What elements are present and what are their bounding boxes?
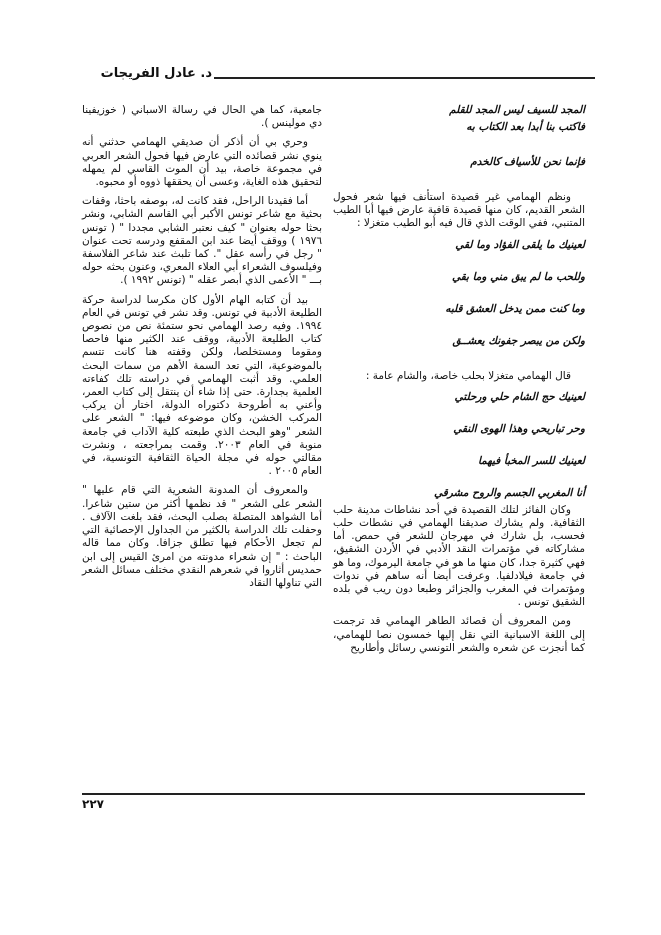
poem-line: فاكتب بنا أبدا بعد الكتاب به	[466, 121, 585, 133]
poem-line: لعينيك للسر المخبأ فيهما	[477, 454, 585, 467]
poem-line: وحر تباريحي وهذا الهوى النقي	[453, 422, 585, 435]
running-header-author: د. عادل الفريجات	[100, 66, 212, 81]
page-number: ٢٢٧	[82, 797, 104, 811]
poem-line: لعينيك حج الشام حلي ورحلتي	[454, 390, 585, 403]
footer-rule	[82, 793, 585, 795]
paragraph: وحري بي أن أذكر أن صديقي الهمامي حدثني أنه ينوي نشر قصائده التي عارض فيها فحول الشعر العربي في مجموعة خاصة، بيد أن الموت القاسي لم يمهله لتحقيق هذه الغاية، وعسى أن يحققها ذووه أو محبوه.	[82, 136, 322, 189]
paragraph: وكان الفائز لتلك القصيدة في أحد نشاطات مدينة حلب الثقافية. ولم يشارك صديقنا الهمامي في نشطات حلب فحسب، بل شارك في مهرجان للشعر في حمص. أما مشاركاته في مؤتمرات النقد الأدبي في الأردن الشقيق، فهي كثيرة جدا، كان منها ما هو في جامعة اليرموك، وما هو في جامعة فيلادلفيا. وعرفت أيضا أنه ساهم في ندوات ومؤتمرات في المغرب والجزائر وطبعا دون ريب في بلده الشقيق تونس .	[333, 503, 585, 609]
paragraph: قال الهمامي متغزلا بحلب خاصة، والشام عامة :	[365, 369, 571, 382]
paragraph: أما فقيدنا الراحل، فقد كانت له، بوصفه باحثا، وقفات بحثية مع شاعر تونس الأكبر أبي القاسم الشابي، ونشر بحثا حوله بعنوان " كيف نعتبر الشابي مجددا " ( تونس ١٩٧٦ ) ووقف أيضا عند ابن المقفع ودرسه تحت عنوان " رجل في رأسه عقل ". كما تلبث عند شاعر الفلاسفة وفيلسوف الشعراء أبي العلاء المعري، وعنون بحثه حوله بـــ " الأعمى الذي أبصر عقله " (تونس ١٩٩٢ ).	[82, 195, 322, 287]
poem-line: أنا المغربي الجسم والروح مشرقي	[433, 486, 585, 499]
poem-line: وما كنت ممن يدخل العشق قلبه	[445, 302, 585, 315]
paragraph: ونظم الهمامي غير قصيدة استأنف فيها شعر فحول الشعر القديم، كان منها قصيدة قافية عارض فيها أبا الطيب المتنبي، ففي الوقت الذي قال فيه أبو الطيب متغزلا :	[333, 191, 585, 230]
poem-line: ولكن من يبصر جفونك يعشــق	[452, 334, 585, 347]
poem-line: لعينيك ما يلقى الفؤاد وما لقي	[455, 238, 585, 251]
poem-excerpt	[333, 104, 585, 169]
paragraph: ومن المعروف أن قصائد الطاهر الهمامي قد ترجمت إلى اللغة الاسبانية التي نقل إليها خمسون نصا للهمامي، كما أنجزت عن شعره والشعر التونسي رسائل وأطاريح	[333, 615, 585, 654]
poem-line: فإنما نحن للأسياف كالخدم	[470, 156, 585, 168]
poem-line: وللحب ما لم يبق مني وما بقي	[451, 270, 585, 283]
poem-excerpt	[333, 239, 585, 348]
paragraph: جامعية، كما هي الحال في رسالة الاسباني ( خوزيفينا دي مولينس ).	[82, 104, 322, 130]
left-column	[82, 104, 322, 596]
paragraph: بيد أن كتابه الهام الأول كان مكرسا لدراسة حركة الطليعة الأدبية في تونس. وقد نشر في تونس في العام ١٩٩٤. وفيه رصد الهمامي نحو ستمئة نص من نصوص كتاب الطليعة الأدبية، ووقف عند الكثير منها فاحصا ومقوما ومستخلصا، ولكن وقفته هنا كانت تتسم بالموضوعية، التي تعد السمة الأهم من سمات البحث العلمي. وقد أثبت الهمامي في دراسته تلك كفاءته العلمية بجدارة. حتى إذا شاء أن ينتقل إلى كتاب العمر، وأعني به أطروحة دكتوراه الدولة، اختار أن يركب المركب الخشن، وكان موضوعه فيها: " الشعر على الشعر "وهو البحث الذي طبعته كلية الآداب في جامعة منوبة في العام ٢٠٠٣. وقمت بمراجعته ، ونشرت مقالتي حوله في مجلة الحياة الثقافية التونسية، في العام ٢٠٠٥ .	[82, 293, 322, 478]
poem-line: المجد للسيف ليس المجد للقلم	[449, 104, 585, 116]
header-rule	[214, 77, 595, 79]
right-column	[333, 104, 585, 661]
poem-excerpt	[333, 391, 585, 500]
paragraph: والمعروف أن المدونة الشعرية التي قام عليها " الشعر على الشعر " قد نظمها أكثر من ستين شاعرا. أما الشواهد المتصلة بصلب البحث، فقد بلغت الآلاف . وحفلت تلك الدراسة بالكثير من الجداول الإحصائية التي لم تجعل الأحكام فيها تطلق جزافا. وكان مما قاله الباحث : " إن شعراء مدونته من امرئ القيس إلى ابن حمديس أثاروا في شعرهم النقدي مختلف مسائل الشعر التي تناولها النقاد	[82, 484, 322, 589]
